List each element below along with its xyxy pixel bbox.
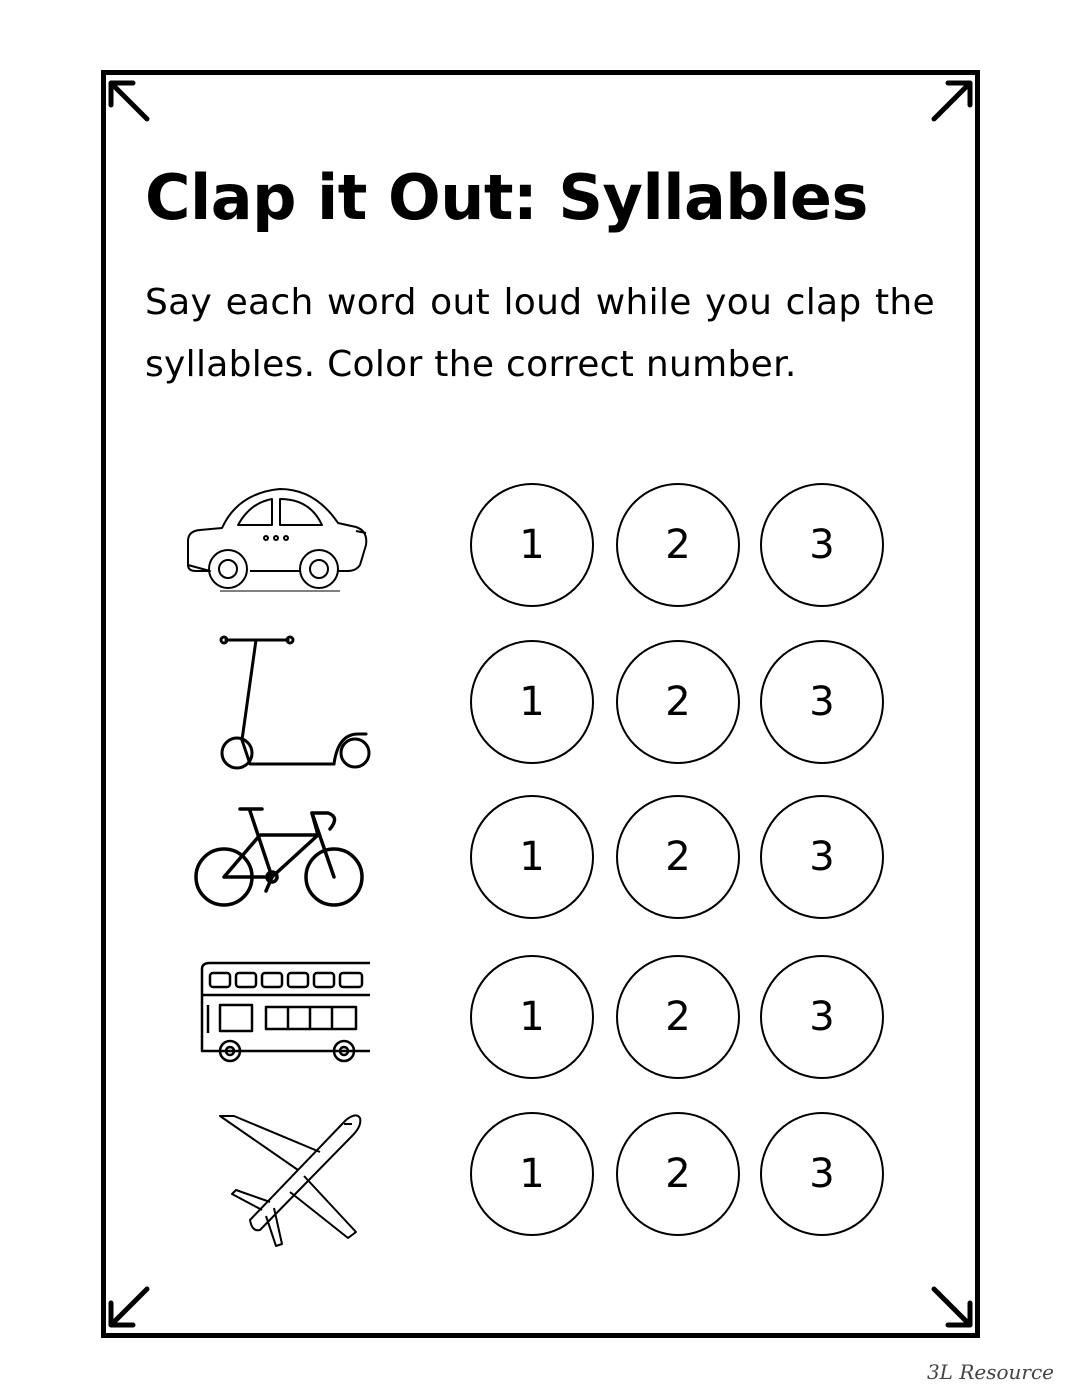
scooter-icon	[180, 640, 370, 770]
bus-icon	[180, 955, 370, 1085]
answer-circle-2[interactable]: 2	[616, 955, 740, 1079]
bicycle-icon	[180, 795, 370, 925]
page-title: Clap it Out: Syllables	[145, 161, 868, 234]
question-row	[170, 1112, 900, 1242]
corner-arrow-top-left-icon	[103, 75, 153, 125]
corner-arrow-bottom-left-icon	[103, 1283, 153, 1333]
answer-circle-2[interactable]: 2	[616, 795, 740, 919]
answer-circle-1[interactable]: 1	[470, 640, 594, 764]
answer-circle-3[interactable]: 3	[760, 640, 884, 764]
corner-arrow-top-right-icon	[928, 75, 978, 125]
answer-circle-1[interactable]: 1	[470, 483, 594, 607]
answer-circle-3[interactable]: 3	[760, 795, 884, 919]
question-row	[170, 795, 900, 925]
answer-circle-3[interactable]: 3	[760, 1112, 884, 1236]
corner-arrow-bottom-right-icon	[928, 1283, 978, 1333]
question-row	[170, 640, 900, 770]
answer-circle-2[interactable]: 2	[616, 1112, 740, 1236]
question-row	[170, 483, 900, 613]
instructions: Say each word out loud while you clap the syllables. Color the correct number.	[145, 282, 935, 385]
answer-circle-1[interactable]: 1	[470, 955, 594, 1079]
airplane-icon	[180, 1112, 370, 1242]
answer-circle-1[interactable]: 1	[470, 795, 594, 919]
answer-circle-2[interactable]: 2	[616, 483, 740, 607]
answer-circle-1[interactable]: 1	[470, 1112, 594, 1236]
answer-circle-3[interactable]: 3	[760, 955, 884, 1079]
answer-circle-3[interactable]: 3	[760, 483, 884, 607]
question-row	[170, 955, 900, 1085]
answer-circle-2[interactable]: 2	[616, 640, 740, 764]
brand-watermark: 3L Resource	[926, 1360, 1054, 1384]
car-icon	[180, 483, 370, 613]
